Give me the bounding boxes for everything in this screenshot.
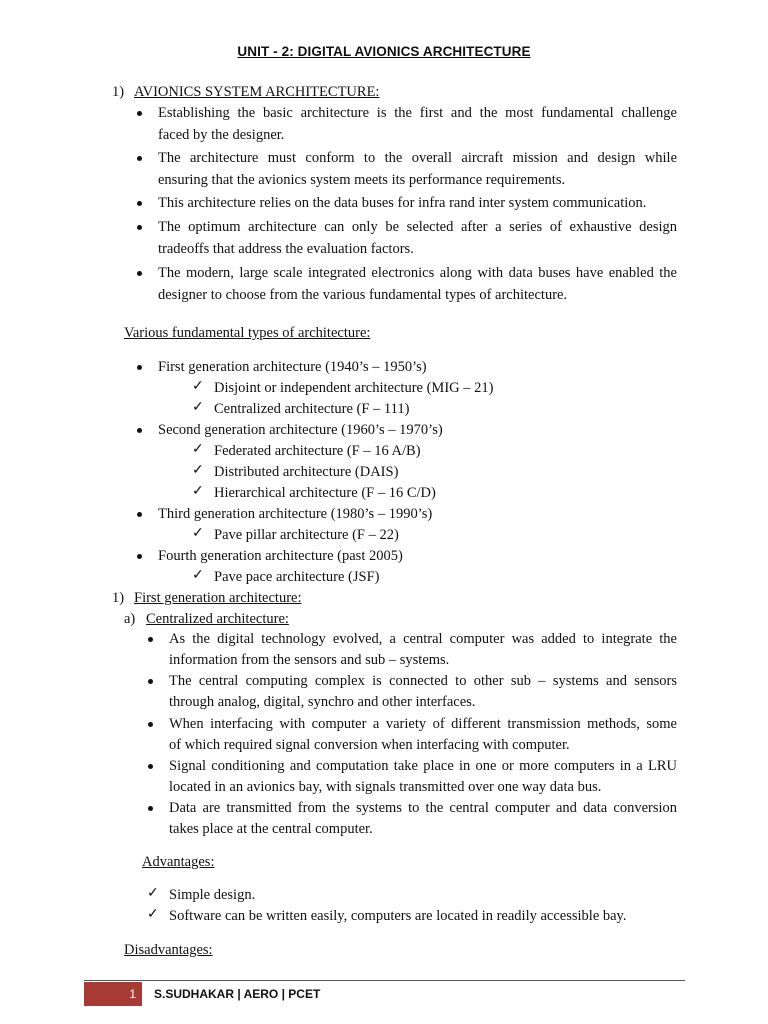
bullet-item: This architecture relies on the data buses for infra rand inter system communication. [158, 195, 647, 211]
check-item: Pave pace architecture (JSF) [214, 569, 380, 585]
check-item: Distributed architecture (DAIS) [214, 464, 399, 480]
subheading: Disadvantages: [124, 942, 213, 958]
page-title: UNIT - 2: DIGITAL AVIONICS ARCHITECTURE [237, 44, 531, 59]
check-mark-icon: ✓ [147, 886, 159, 901]
bullet-item-cont: of which required signal conversion when interfacing with computer. [169, 737, 570, 753]
check-item: Software can be written easily, computers are located in readily accessible bay. [169, 908, 627, 924]
bullet-item: When interfacing with computer a variety of different transmission methods, some [169, 716, 677, 732]
check-item: Centralized architecture (F – 111) [214, 401, 410, 417]
bullet-item-cont: ensuring that the avionics system meets its performance requirements. [158, 172, 566, 188]
bullet-item: As the digital technology evolved, a central computer was added to integrate the [169, 631, 677, 647]
bullet-item: First generation architecture (1940’s – 1950’s) [158, 359, 427, 375]
check-item: Federated architecture (F – 16 A/B) [214, 443, 421, 459]
bullet-item: The architecture must conform to the overall aircraft mission and design while [158, 150, 677, 166]
check-item: Disjoint or independent architecture (MIG – 21) [214, 380, 494, 396]
bullet-item-cont: takes place at the central computer. [169, 821, 373, 837]
check-mark-icon: ✓ [192, 484, 204, 499]
check-mark-icon: ✓ [192, 526, 204, 541]
bullet-item: The optimum architecture can only be selected after a series of exhaustive design [158, 219, 677, 235]
check-mark-icon: ✓ [192, 400, 204, 415]
section-heading: First generation architecture: [134, 590, 302, 606]
check-item: Hierarchical architecture (F – 16 C/D) [214, 485, 436, 501]
bullet-item: Second generation architecture (1960’s – 1970’s) [158, 422, 443, 438]
bullet-item: Third generation architecture (1980’s – 1990’s) [158, 506, 433, 522]
section-number: 1) [112, 84, 125, 100]
check-mark-icon: ✓ [192, 379, 204, 394]
subheading: Advantages: [142, 854, 215, 870]
bullet-item-cont: located in an avionics bay, with signals transmitted over one way data bus. [169, 779, 602, 795]
subheading: Various fundamental types of architecture: [124, 325, 371, 341]
section-heading: AVIONICS SYSTEM ARCHITECTURE: [134, 84, 380, 100]
check-mark-icon: ✓ [192, 463, 204, 478]
page-number: 1 [84, 982, 142, 1006]
bullet-item: Fourth generation architecture (past 2005) [158, 548, 403, 564]
check-item: Pave pillar architecture (F – 22) [214, 527, 399, 543]
bullet-item: Signal conditioning and computation take place in one or more computers in a LRU [169, 758, 677, 774]
footer-author: S.SUDHAKAR | AERO | PCET [154, 987, 321, 1001]
check-mark-icon: ✓ [147, 907, 159, 922]
bullet-item-cont: through analog, digital, synchro and other interfaces. [169, 694, 476, 710]
bullet-item-cont: tradeoffs that address the evaluation factors. [158, 241, 414, 257]
bullet-item: The central computing complex is connected to other sub – systems and sensors [169, 673, 677, 689]
subsection-heading: Centralized architecture: [146, 611, 289, 627]
bullet-item: Data are transmitted from the systems to the central computer and data conversion [169, 800, 677, 816]
section-number: 1) [112, 590, 125, 606]
bullet-item-cont: faced by the designer. [158, 127, 285, 143]
subsection-letter: a) [124, 611, 136, 627]
bullet-item-cont: designer to choose from the various fundamental types of architecture. [158, 287, 568, 303]
check-mark-icon: ✓ [192, 442, 204, 457]
bullet-item: The modern, large scale integrated electronics along with data buses have enabled the [158, 265, 677, 281]
check-mark-icon: ✓ [192, 568, 204, 583]
bullet-item-cont: information from the sensors and sub – systems. [169, 652, 450, 668]
footer-divider [84, 980, 685, 981]
bullet-item: Establishing the basic architecture is the first and the most fundamental challenge [158, 105, 677, 121]
check-item: Simple design. [169, 887, 256, 903]
